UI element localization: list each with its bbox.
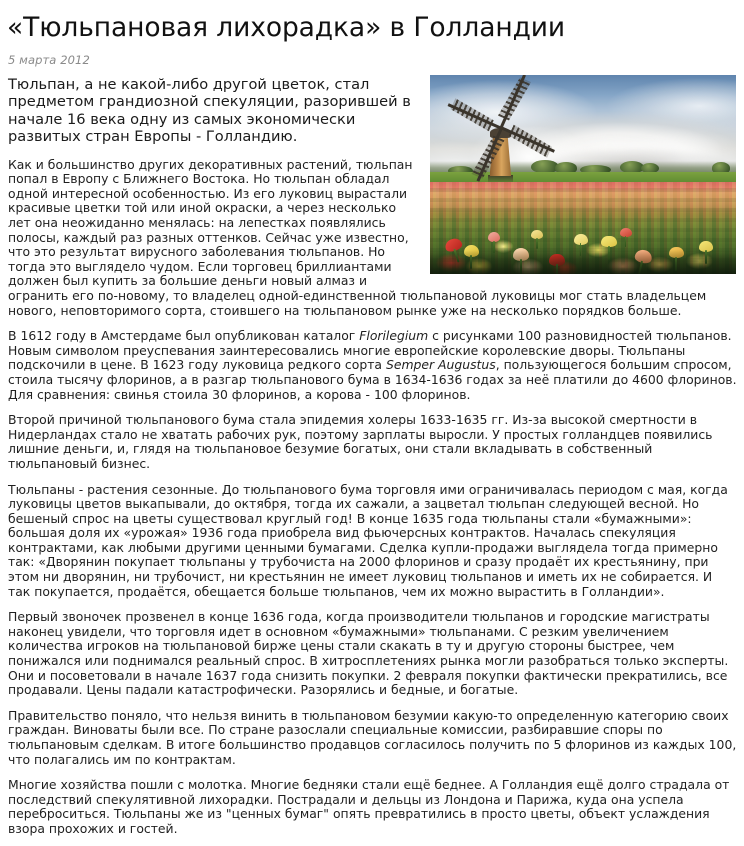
tulip-icon xyxy=(601,236,616,248)
paragraph-origin: Как и большинство других декоративных растений, тюльпан попал в Европу с Ближнего Востока. Но тюльпан обладал одной интересной особенностью. Из его луковиц вырастали красивые цветки той или иной окраски, а через несколько лет она неожиданно менялась: на лепестках появлялись полосы, каждый раз разных оттенков. Сейчас уже известно, что это результат вирусного заболевания тюльпанов. Но тогда это выглядело чудом. Если торговец бриллиантами должен был купить за большие деньги новый алмаз и огранить его по-новому, то владелец одной-единственной тюльпановой луковицы мог стать владельцем нового, неповторимого сорта, стоившего на тюльпановом рынке уже на несколько порядков больше. xyxy=(8,156,707,318)
windmill-icon xyxy=(476,115,525,177)
hero-image xyxy=(430,75,736,274)
tulip-field-photo xyxy=(430,75,736,274)
field-shadow xyxy=(430,250,736,274)
tulip-icon xyxy=(531,230,543,239)
paragraph-government: Правительство поняло, что нельзя винить в тюльпановом безумии какую-то определенную категорию своих граждан. Виноваты были все. По стране разослали специальные комиссии, разбиравшие споры по тюльпановым сделкам. В итоге большинство продавцов согласилось получить по 5 флоринов из каждых 100, что полагались им по контрактам. xyxy=(8,707,737,767)
paragraph-crash: Первый звоночек прозвенел в конце 1636 года, когда производители тюльпанов и городские магистраты наконец увидели, что торговля идет в основном «бумажными» тюльпанами. С резким увеличением количества игроков на тюльпановой бирже цены стали скакать в ту и другую стороны быстрее, чем понижался или поднимался реальный спрос. В хитросплетениях рынка могли разобраться только эксперты. Они и посоветовали в начале 1637 года снизить покупки. 2 февраля покупки фактически прекратились, все продавали. Цены падали катастрофически. Разорялись и бедные, и богатые. xyxy=(8,609,729,698)
tulip-icon xyxy=(620,228,632,237)
catalog-text-1: В 1612 году в Амстердаме был опубликован каталог xyxy=(8,328,360,344)
catalog-text-2: с рисунками 100 разновидностей тюльпанов. Новым символом преуспевания заинтересовались многие европейские королевские дворы. Тюльпаны подскочили в цене. В 1623 году луковица редкого сорта xyxy=(8,328,732,373)
catalog-title-florilegium: Florilegium xyxy=(359,328,429,344)
catalog-text-3: , пользующегося большим спросом, стоила тысячу флоринов, а в разгар тюльпанового бума в 1634-1636 годах за неё платили до 4600 флоринов. Для сравнения: свинья стоила 30 флоринов, а корова - 100 флоринов. xyxy=(8,357,737,402)
cultivar-semper-augustus: Semper Augustus xyxy=(385,357,496,373)
tulip-field xyxy=(430,182,736,274)
publication-date: 5 марта 2012 xyxy=(8,53,90,67)
paragraph-cholera: Второй причиной тюльпанового бума стала эпидемия холеры 1633-1635 гг. Из-за высокой смертности в Нидерландах стало не хватать рабочих рук, поэтому зарплаты выросли. У простых голландцев появились лишние деньги, и, глядя на тюльпановое безумие богатых, они стали вкладывать в собственный тюльпановый бизнес. xyxy=(8,412,713,471)
paragraph-catalog xyxy=(7,318,737,402)
paragraph-aftermath: Многие хозяйства пошли с молотка. Многие бедняки стали ещё беднее. А Голландия ещё долго страдала от последствий спекулятивной лихорадки. Пострадали и дельцы из Лондона и Парижа, куда она успела переброситься. Тюльпаны же из "ценных бумаг" опять превратились в просто цветы, объект услаждения взора прохожих и гостей. xyxy=(8,777,730,836)
tulip-icon xyxy=(488,232,500,242)
tulip-icon xyxy=(574,234,588,245)
lead-paragraph: Тюльпан, а не какой-либо другой цветок, стал предметом грандиозной спекуляции, разорившей в начале 16 века одну из самых экономически развитых стран Европы - Голландию. xyxy=(8,76,411,146)
paragraph-futures: Тюльпаны - растения сезонные. До тюльпанового бума торговля ими ограничивалась периодом с мая, когда луковицы цветов выкапывали, до октября, тогда их сажали, а зацветал тюльпан следующей весной. Но бешеный спрос на цветы существовал круглый год! В конце 1635 года тюльпаны стали «бумажными»: большая доля их «урожая» 1936 года приобрела вид фьючерсных контрактов. Началась спекуляция контрактами, как любыми другими ценными бумагами. Сделка купли-продажи выглядела тогда примерно так: «Дворянин покупает тюльпаны у трубочиста на 2000 флоринов и сразу продаёт их крестьянину, при этом ни дворянин, ни трубочист, ни крестьянин не имеет луковиц тюльпанов и иметь их не собирается. И так покупается, продаётся, обещается больше тюльпанов, чем их можно вырастить в Голландии». xyxy=(8,481,728,599)
page-title: «Тюльпановая лихорадка» в Голландии xyxy=(7,12,566,43)
